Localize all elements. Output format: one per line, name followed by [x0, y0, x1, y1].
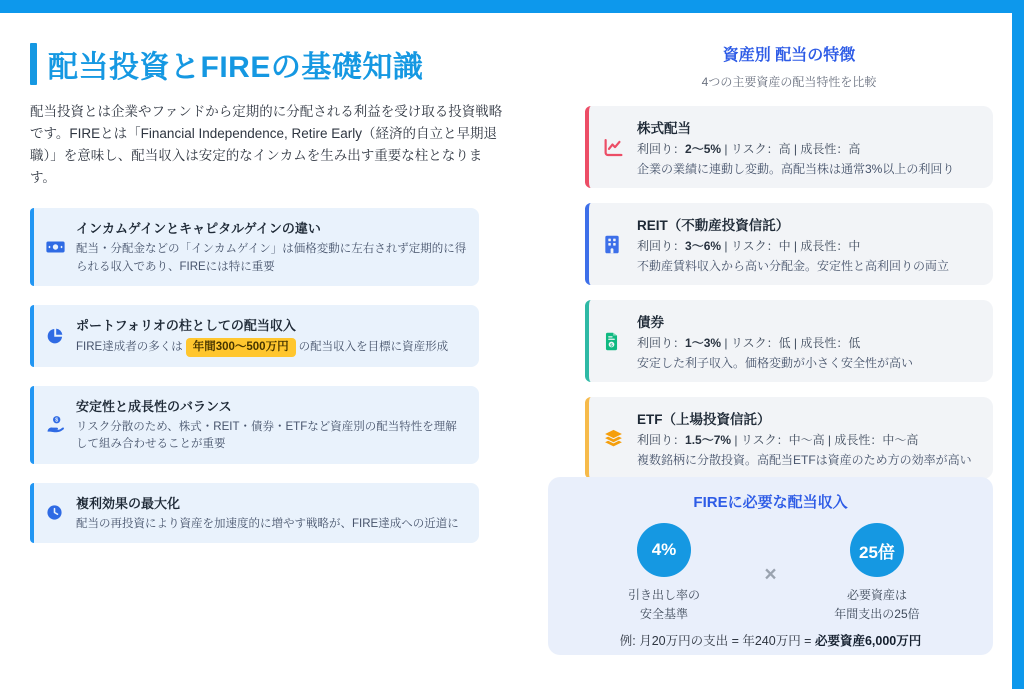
right-frame-bar [1012, 0, 1024, 689]
asset-card-stats [637, 431, 972, 448]
caption-line1: 引き出し率の [627, 588, 700, 602]
example-prefix: 例: 月20万円の支出 = 年240万円 = [619, 634, 815, 649]
title-accent-bar [30, 43, 37, 85]
file-invoice-dollar-icon [602, 331, 625, 352]
info-card-content [76, 493, 459, 533]
asset-card-desc: 不動産賃料収入から高い分配金。安定性と高利回りの両立 [637, 259, 950, 273]
caption-line2: 年間支出の25倍 [834, 606, 920, 621]
info-card-income-vs-capital-gain [30, 208, 479, 286]
asset-card-desc: 複数銘柄に分散投資。高配当ETFは資産のため方の効率が高い [637, 453, 972, 467]
info-card-title: 複利効果の最大化 [76, 495, 181, 511]
caption-line1: 必要資産は [846, 588, 907, 602]
required-assets-block [813, 523, 941, 623]
asset-card-title: 債券 [637, 315, 664, 330]
money-bill-icon [46, 240, 65, 254]
asset-card-stock-dividend [585, 106, 993, 188]
svg-text:$: $ [610, 342, 613, 348]
left-column [30, 42, 506, 543]
chart-line-icon [602, 137, 625, 158]
body-prefix: FIRE達成者の多くは [76, 340, 183, 353]
info-card-compound-effect [30, 483, 479, 543]
stats-rest: | リスク：高 | 成長性：高 [721, 142, 861, 156]
assets-section-title: 資産別 配当の特徴 [722, 47, 856, 64]
layer-group-icon [602, 428, 625, 449]
clock-icon [46, 504, 65, 521]
stats-rest: | リスク：中 | 成長性：中 [721, 239, 861, 253]
asset-card-stats [637, 334, 913, 351]
withdrawal-rate-caption [600, 586, 728, 623]
info-card-content [76, 218, 467, 276]
fire-panel-title: FIREに必要な配当収入 [693, 494, 848, 511]
required-assets-circle: 25倍 [850, 523, 904, 577]
asset-card-stats [637, 237, 949, 254]
info-card-portfolio-pillar [30, 305, 479, 367]
yield-value: 3〜6% [685, 239, 722, 253]
info-card-list [30, 208, 479, 543]
building-icon [602, 234, 625, 255]
withdrawal-rate-circle: 4% [637, 523, 691, 577]
yield-label: 利回り： [637, 336, 686, 350]
stats-rest: | リスク：低 | 成長性：低 [721, 336, 861, 350]
required-assets-caption [813, 586, 941, 623]
asset-card-content [637, 408, 972, 468]
info-card-content [76, 396, 467, 454]
yield-label: 利回り： [637, 433, 686, 447]
info-card-body: 配当の再投資により資産を加速度的に増やす戦略が、FIRE達成への近道に [76, 517, 459, 530]
info-card-body [76, 338, 448, 357]
info-card-title: ポートフォリオの柱としての配当収入 [76, 317, 296, 333]
assets-section-subtitle: 4つの主要資産の配当特性を比較 [701, 75, 877, 89]
info-card-content [76, 315, 448, 357]
pie-chart-icon [46, 327, 65, 345]
hand-holding-dollar-icon [46, 415, 65, 434]
fire-panel-row [574, 523, 967, 623]
stats-rest: | リスク：中〜高 | 成長性：中〜高 [731, 433, 919, 447]
asset-card-content [637, 214, 949, 274]
asset-card-etf [585, 397, 993, 479]
title-row [30, 42, 506, 86]
assets-section [585, 42, 993, 479]
asset-card-title: REIT（不動産投資信託） [637, 218, 790, 233]
fire-example-line [574, 631, 967, 649]
highlight-pill: 年間300〜500万円 [186, 338, 296, 357]
info-card-body: 配当・分配金などの「インカムゲイン」は価格変動に左右されず定期的に得られる収入であり、FIREには特に重要 [76, 243, 467, 273]
info-card-body: リスク分散のため、株式・REIT・債券・ETFなど資産別の配当特性を理解して組み合わせることが重要 [76, 421, 457, 451]
info-card-stability-growth-balance [30, 386, 479, 464]
yield-value: 1〜3% [685, 336, 722, 350]
yield-label: 利回り： [637, 142, 686, 156]
asset-card-content [637, 117, 954, 177]
intro-text: 配当投資とは企業やファンドから定期的に分配される利益を受け取る投資戦略です。FIREとは「Financial Independence, Retire Early（経済的自立と早期退職）」を意味し、配当収入は安定的なインカムを生み出す重要な柱となります。 [30, 104, 503, 185]
asset-card-title: ETF（上場投資信託） [637, 412, 771, 427]
example-bold: 必要資産6,000万円 [814, 634, 922, 649]
page-title: 配当投資とFIREの基礎知識 [48, 51, 424, 84]
svg-text:$: $ [55, 418, 59, 425]
asset-card-reit [585, 203, 993, 285]
asset-card-desc: 企業の業績に連動し変動。高配当株は通常3%以上の利回り [637, 162, 955, 176]
fire-income-panel [548, 477, 993, 655]
asset-card-title: 株式配当 [637, 121, 691, 136]
yield-value: 1.5〜7% [685, 433, 732, 447]
asset-card-content [637, 311, 913, 371]
asset-card-list [585, 106, 993, 479]
asset-card-stats [637, 140, 954, 157]
asset-card-desc: 安定した利子収入。価格変動が小さく安全性が高い [637, 356, 914, 370]
withdrawal-rate-block [600, 523, 728, 623]
body-suffix: の配当収入を目標に資産形成 [298, 340, 449, 353]
yield-value: 2〜5% [685, 142, 722, 156]
info-card-title: インカムゲインとキャピタルゲインの違い [76, 221, 321, 237]
asset-card-bonds [585, 300, 993, 382]
multiply-sign: × [764, 563, 777, 586]
top-frame-bar [0, 0, 1024, 13]
info-card-title: 安定性と成長性のバランス [76, 399, 232, 415]
yield-label: 利回り： [637, 239, 686, 253]
caption-line2: 安全基準 [639, 606, 688, 621]
